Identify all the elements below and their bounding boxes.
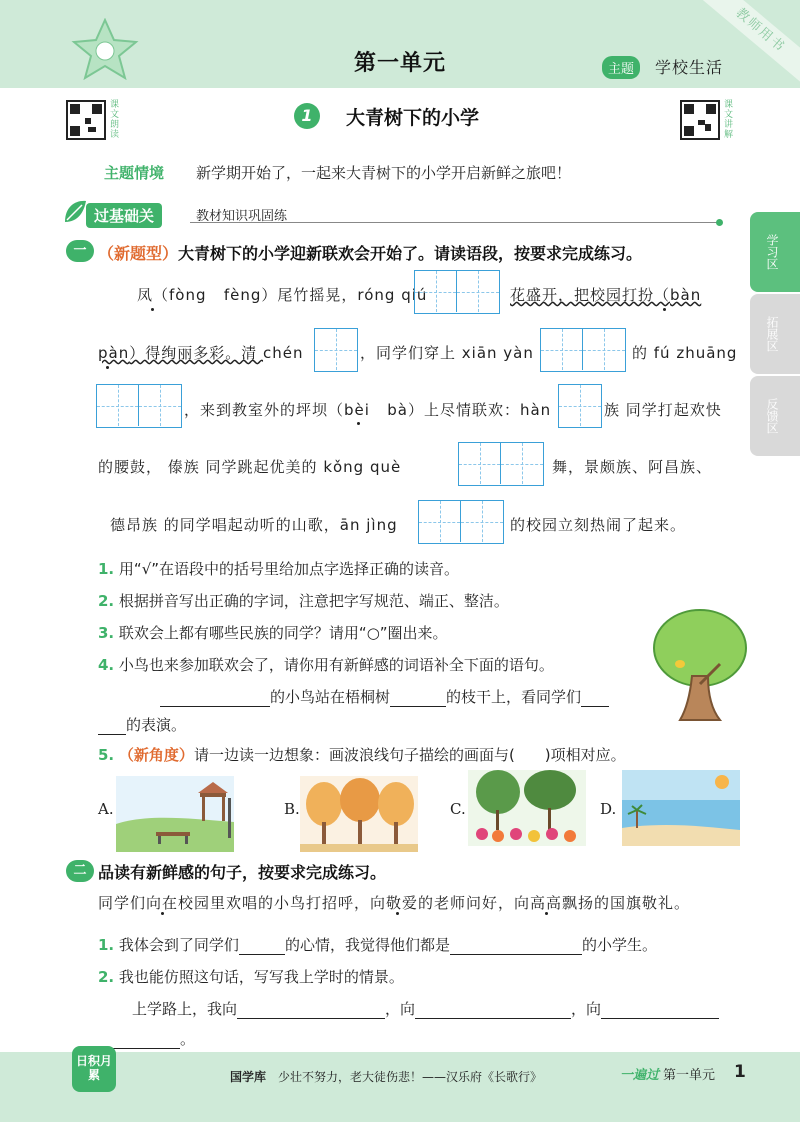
q1-item-4: 4. 小鸟也来参加联欢会了，请你用有新鲜感的词语补全下面的语句。 [98,656,554,674]
emphasis-dot [161,912,164,915]
emphasis-dot [396,912,399,915]
answer-blank[interactable] [581,692,609,707]
passage-line-5-tail: 的校园立刻热闹了起来。 [510,516,687,534]
passage-line-2: pàn）得绚丽多彩。清 chén [98,344,304,362]
qr-code-right-icon[interactable] [680,100,720,140]
q1-item-1: 1. 用“√”在语段中的括号里给加点字选择正确的读音。 [98,560,460,578]
option-b-label[interactable]: B. [284,800,300,818]
passage-line-4-tail: 舞，景颇族、阿昌族、 [552,458,713,476]
unit-title: 第一单元 [353,51,446,76]
pinyin-han: hàn [519,401,552,419]
answer-blank[interactable] [237,1004,385,1019]
qr-code-left-icon[interactable] [66,100,106,140]
answer-blank[interactable] [601,1004,719,1019]
answer-blank[interactable] [415,1004,571,1019]
option-c-bamboo-flowers-image[interactable] [468,770,586,846]
q2-write-line-end: 。 [98,1028,195,1049]
q1-item-3: 3. 联欢会上都有哪些民族的同学？请用“○”圈出来。 [98,624,448,642]
divider-dot [716,219,723,226]
option-c-label[interactable]: C. [450,800,466,818]
pinyin-fuzhuang: fú zhuāng [653,344,738,362]
choice-feng[interactable]: fèng [223,286,262,304]
lesson-number: 1 [294,103,320,129]
q1-heading [98,241,642,264]
passage-line-1-tail: 花盛开，把校园打扮（bàn [510,286,702,304]
page-number: 1 [734,1062,746,1082]
theme-text: 学校生活 [655,58,724,77]
tab-feedback[interactable]: 反馈区 [750,376,800,456]
q2-sentence: 同学们向在校园里欢唱的小鸟打招呼，向敬爱的老师问好，向高高飘扬的国旗敬礼。 [98,894,691,912]
passage-line-2-tail: 的 fú zhuāng [632,344,738,362]
footer-source-label: 国学库 [230,1070,267,1084]
q2-write-line: 上学路上，我向 ，向 ，向 [132,998,719,1019]
answer-blank[interactable] [160,692,270,707]
section-divider [190,222,720,223]
option-b-autumn-trees-image[interactable] [300,776,418,852]
q2-number: 二 [66,860,94,882]
choice-fong[interactable]: fòng [169,286,207,304]
qr-left-caption: 课文朗读 [110,100,120,140]
tab-extend[interactable]: 拓展区 [750,294,800,374]
q1-fill-line: 的小鸟站在梧桐树 的枝干上，看同学们 [160,686,609,707]
corner-ribbon: 教师用书 [698,0,800,86]
passage-line-4: 的腰鼓， 傣族 同学跳起优美的 kǒng què [98,458,402,476]
passage-line-3: ，来到教室外的坪坝（bèi bà）上尽情联欢：hàn [184,401,552,419]
choice-ba[interactable]: bà [387,401,408,419]
tab-study[interactable]: 学习区 [750,212,800,292]
passage-line-5: 德昂族 的同学唱起动听的山歌，ān jìng [110,516,398,534]
writing-box-anjing[interactable] [418,500,504,544]
q1-fill-line-2: 的表演。 [98,714,186,735]
writing-box-han[interactable] [558,384,602,428]
q2-item-2: 2. 我也能仿照这句话，写写我上学时的情景。 [98,968,404,986]
q2-heading: 品读有新鲜感的句子，按要求完成练习。 [98,863,387,882]
section-subtitle: 教材知识巩固练 [196,209,288,224]
emphasis-dot [545,912,548,915]
q1-item-2: 2. 根据拼音写出正确的字词，注意把字写规范、端正、整洁。 [98,592,509,610]
theme-situation-label: 主题情境 [104,164,165,182]
option-d-label[interactable]: D. [600,800,617,818]
brand-logo: 一遍过 [620,1068,660,1083]
pinyin-rongqiu: róng qiú [357,286,428,304]
emphasis-dot [106,366,109,369]
q1-number: 一 [66,240,94,262]
q1-item-5: 5. （新角度）请一边读一边想象：画波浪线句子描绘的画面与( )项相对应。 [98,746,626,764]
answer-blank[interactable] [98,720,126,735]
passage-line-3-tail: 族 同学打起欢快 [604,401,722,419]
footer-quote-text: 少壮不努力，老大徒伤悲！——汉乐府《长歌行》 [278,1070,543,1084]
emphasis-dot [151,308,154,311]
footer-unit: 一遍过 第一单元 [620,1068,716,1083]
writing-box-chen[interactable] [314,328,358,372]
answer-blank[interactable] [390,692,446,707]
q1-heading-text: 大青树下的小学迎新联欢会开始了。请读语段，按要求完成练习。 [178,244,643,263]
theme-situation-text: 新学期开始了，一起来大青树下的小学开启新鲜之旅吧！ [196,164,572,182]
footer-band [0,1052,800,1122]
pinyin-chen: chén [263,344,304,362]
choice-pan[interactable]: pàn [98,344,130,362]
daily-badge: 日积月累 [72,1046,116,1092]
leaf-icon [62,198,88,226]
emphasis-dot [663,308,666,311]
qr-right-caption: 课文讲解 [724,100,734,140]
footer-quote [230,1068,542,1085]
writing-box-xianyan[interactable] [540,328,626,372]
q1-tag: （新题型） [98,244,179,263]
tree-with-bird-illustration [650,606,750,722]
answer-blank[interactable] [450,940,582,955]
choice-ban[interactable]: bàn [670,286,702,304]
writing-box-fuzhuang[interactable] [96,384,182,428]
passage-line-2-mid: ，同学们穿上 xiān yàn [360,344,534,362]
passage-line-1: 凤（fòng fèng）尾竹摇晃，róng qiú [137,286,428,304]
option-d-beach-image[interactable] [622,770,740,846]
option-a-park-image[interactable] [116,776,234,852]
pinyin-anjing: ān jìng [339,516,398,534]
writing-box-kongque[interactable] [458,442,544,486]
pinyin-kongque: kǒng què [323,458,402,476]
section-title: 过基础关 [86,203,162,228]
lesson-title: 大青树下的小学 [346,107,480,129]
writing-box-rongqiu[interactable] [414,270,500,314]
pinyin-xianyan: xiān yàn [461,344,534,362]
q2-item-1: 1. 我体会到了同学们 的心情，我觉得他们都是 的小学生。 [98,936,657,954]
choice-bei[interactable]: bèi [344,401,370,419]
theme-tag: 主题 [602,56,640,79]
answer-blank[interactable] [239,940,285,955]
emphasis-dot [357,422,360,425]
option-a-label[interactable]: A. [98,800,114,818]
